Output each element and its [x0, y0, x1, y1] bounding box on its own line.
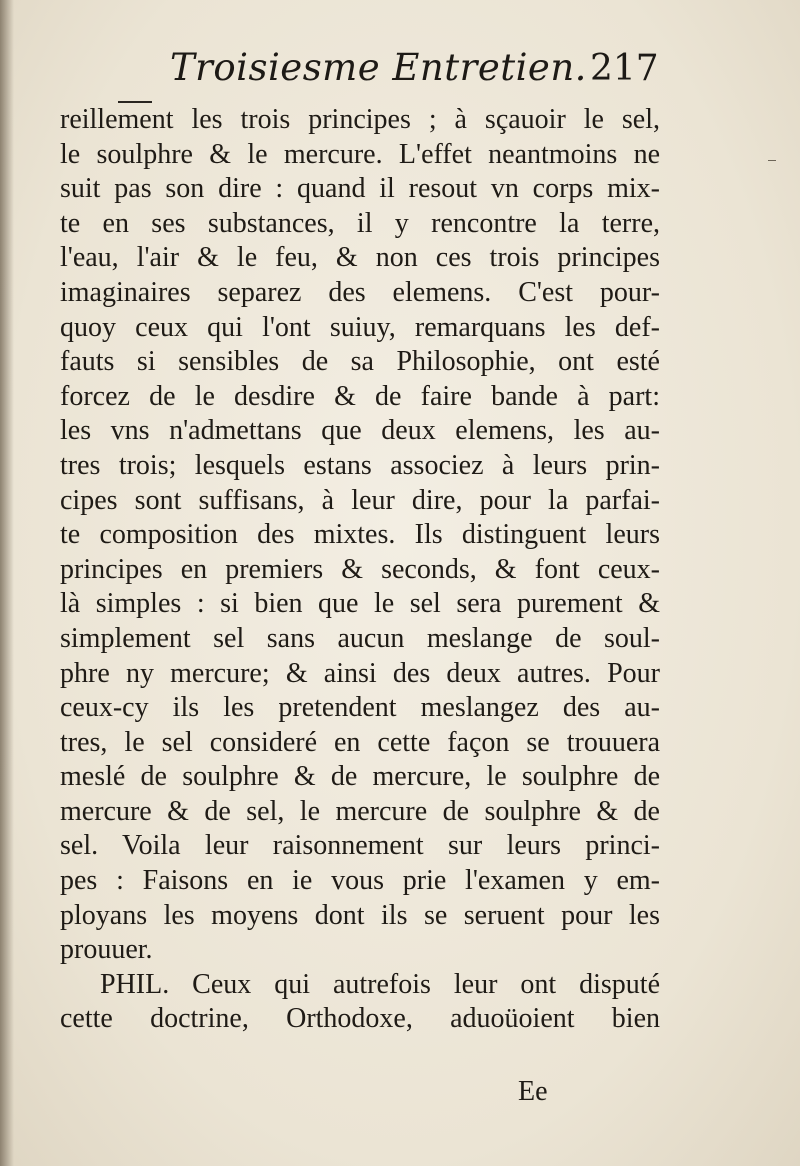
text-line: tres, le sel consideré en cette façon se trouuera [60, 726, 660, 758]
text-line: le soulphre & le mercure. L'effet neantmoins ne [60, 138, 660, 170]
text-line: fauts si sensibles de sa Philosophie, ont esté [60, 346, 660, 378]
text-line: tres trois; lesquels estans associez à leurs prin- [60, 449, 660, 481]
text-line: simplement sel sans aucun meslange de soul- [60, 622, 660, 654]
text-line: cipes sont suffisans, à leur dire, pour la parfai- [60, 484, 660, 516]
catchword: Ee [518, 1076, 548, 1107]
running-title: Troisiesme Entretien. [170, 46, 587, 89]
text-line: prouuer. [60, 934, 153, 966]
text-line: sel. Voila leur raisonnement sur leurs princi- [60, 830, 660, 862]
text-line: ployans les moyens dont ils se seruent pour les [60, 899, 660, 931]
text-line: quoy ceux qui l'ont suiuy, remarquans les def- [60, 311, 660, 343]
text-line: meslé de soulphre & de mercure, le soulphre de [60, 761, 660, 793]
text-line: principes en premiers & seconds, & font ceux- [60, 553, 660, 585]
text-line: les vns n'admettans que deux elemens, les au- [60, 415, 660, 447]
text-line: phre ny mercure; & ainsi des deux autres. Pour [60, 657, 660, 689]
binding-shadow [0, 0, 14, 1166]
page-header [60, 46, 660, 96]
text-line: te composition des mixtes. Ils distinguent leurs [60, 519, 660, 551]
text-line: reillement les trois principes ; à sçauoir le sel, [60, 104, 660, 135]
text-line: forcez de le desdire & de faire bande à part: [60, 380, 660, 412]
text-line: cette doctrine, Orthodoxe, aduoüoient bien [60, 1003, 660, 1035]
text-line: pes : Faisons en ie vous prie l'examen y em- [60, 865, 660, 897]
margin-mark [768, 160, 776, 161]
text-line: imaginaires separez des elemens. C'est pour- [60, 276, 660, 308]
text-line: là simples : si bien que le sel sera purement & [60, 588, 660, 620]
body-text [60, 103, 660, 1037]
text-line: mercure & de sel, le mercure de soulphre & de [60, 795, 660, 827]
text-line: PHIL. Ceux qui autrefois leur ont disputé [100, 968, 660, 1000]
text-line: te en ses substances, il y rencontre la terre, [60, 207, 660, 239]
text-line: suit pas son dire : quand il resout vn corps mix- [60, 173, 660, 205]
page-number: 217 [590, 48, 659, 89]
text-line: l'eau, l'air & le feu, & non ces trois principes [60, 242, 660, 274]
text-line: ceux-cy ils les pretendent meslangez des au- [60, 692, 660, 724]
